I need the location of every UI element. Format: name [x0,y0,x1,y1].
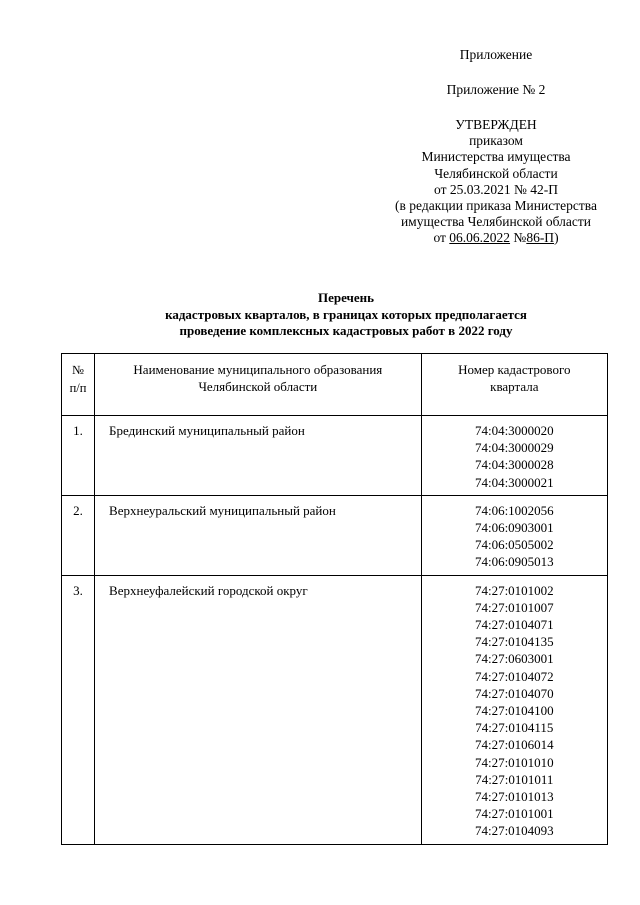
cadastral-code: 74:27:0101013 [474,789,554,805]
cadastral-codes [421,575,607,844]
cadastral-code: 74:27:0101010 [474,754,554,770]
appendix-label [380,47,612,63]
table-header-row [62,354,608,416]
municipality-name: Верхнеуфалейский городской округ [95,575,422,844]
cadastral-code: 74:27:0104070 [474,685,554,701]
table-row [62,416,608,496]
amend-prefix: от [433,230,446,246]
approval-ministry-line2: Челябинской области [434,165,558,181]
amend-number: 86-П [526,230,555,246]
appendix-number [380,82,612,98]
approval-ministry-line1: Министерства имущества [421,149,571,165]
cadastral-code: 74:27:0104072 [474,668,554,684]
cadastral-code: 74:27:0101002 [474,582,554,598]
cadastral-codes [421,495,607,575]
cadastral-code: 74:04:3000020 [474,423,554,438]
document-title [96,290,596,340]
header-name [95,354,422,416]
header-num [62,354,95,416]
cadastral-code: 74:27:0101011 [475,771,554,787]
table-body [62,416,608,845]
appendix-label-text: Приложение [459,47,533,62]
header-name-line1: Наименование муниципального образования [133,362,383,377]
amend-date: 06.06.2022 [449,230,511,246]
approval-amend-line2: имущества Челябинской области [400,214,592,230]
cadastral-code: 74:27:0101001 [474,806,554,822]
amend-no-sign: № [513,230,527,246]
cadastral-quarters-table [61,353,608,845]
cadastral-code: 74:04:3000028 [474,457,554,473]
title-line2: кадастровых кварталов, в границах которых предполагается [165,306,527,322]
approval-order-ref: от 25.03.2021 № 42-П [434,181,558,197]
cadastral-code: 74:04:3000029 [474,440,554,456]
header-num-line1: № [72,363,84,377]
cadastral-code: 74:27:0104135 [474,634,554,650]
municipality-name: Верхнеуральский муниципальный район [95,495,422,575]
row-number: 2. [62,495,95,575]
cadastral-code: 74:06:0903001 [474,520,554,536]
header-num-line2: п/п [69,381,87,395]
approval-approved: УТВЕРЖДЕН [455,117,537,132]
cadastral-code: 74:27:0603001 [474,651,554,667]
cadastral-code: 74:06:1002056 [474,502,554,518]
cadastral-code: 74:27:0106014 [474,737,554,753]
table-row [62,575,608,844]
cadastral-code: 74:27:0104100 [474,703,554,719]
cadastral-code: 74:04:3000021 [474,474,554,490]
title-line3: проведение комплексных кадастровых работ в 2022 году [179,323,513,339]
row-number: 3. [62,575,95,844]
cadastral-code: 74:27:0101007 [474,599,554,615]
approval-block [380,117,612,247]
cadastral-code: 74:06:0505002 [474,537,554,553]
cadastral-codes [421,416,607,496]
header-code-line1: Номер кадастрового [458,362,571,377]
header-name-line2: Челябинской области [198,379,318,394]
cadastral-code: 74:27:0104115 [475,720,554,736]
approval-amend-line1: (в редакции приказа Министерства [395,198,597,214]
cadastral-code: 74:27:0104093 [474,823,554,839]
approval-amend-line3 [380,230,612,246]
municipality-name: Брединский муниципальный район [95,416,422,496]
cadastral-code: 74:06:0905013 [474,554,554,570]
table-row [62,495,608,575]
header-code-line2: квартала [490,379,539,394]
row-number: 1. [62,416,95,496]
appendix-number-text: Приложение № 2 [446,82,546,97]
title-line1: Перечень [317,290,375,305]
header-code [421,354,607,416]
amend-close: ) [554,230,559,246]
cadastral-code: 74:27:0104071 [474,617,554,633]
approval-by-order: приказом [469,133,523,149]
